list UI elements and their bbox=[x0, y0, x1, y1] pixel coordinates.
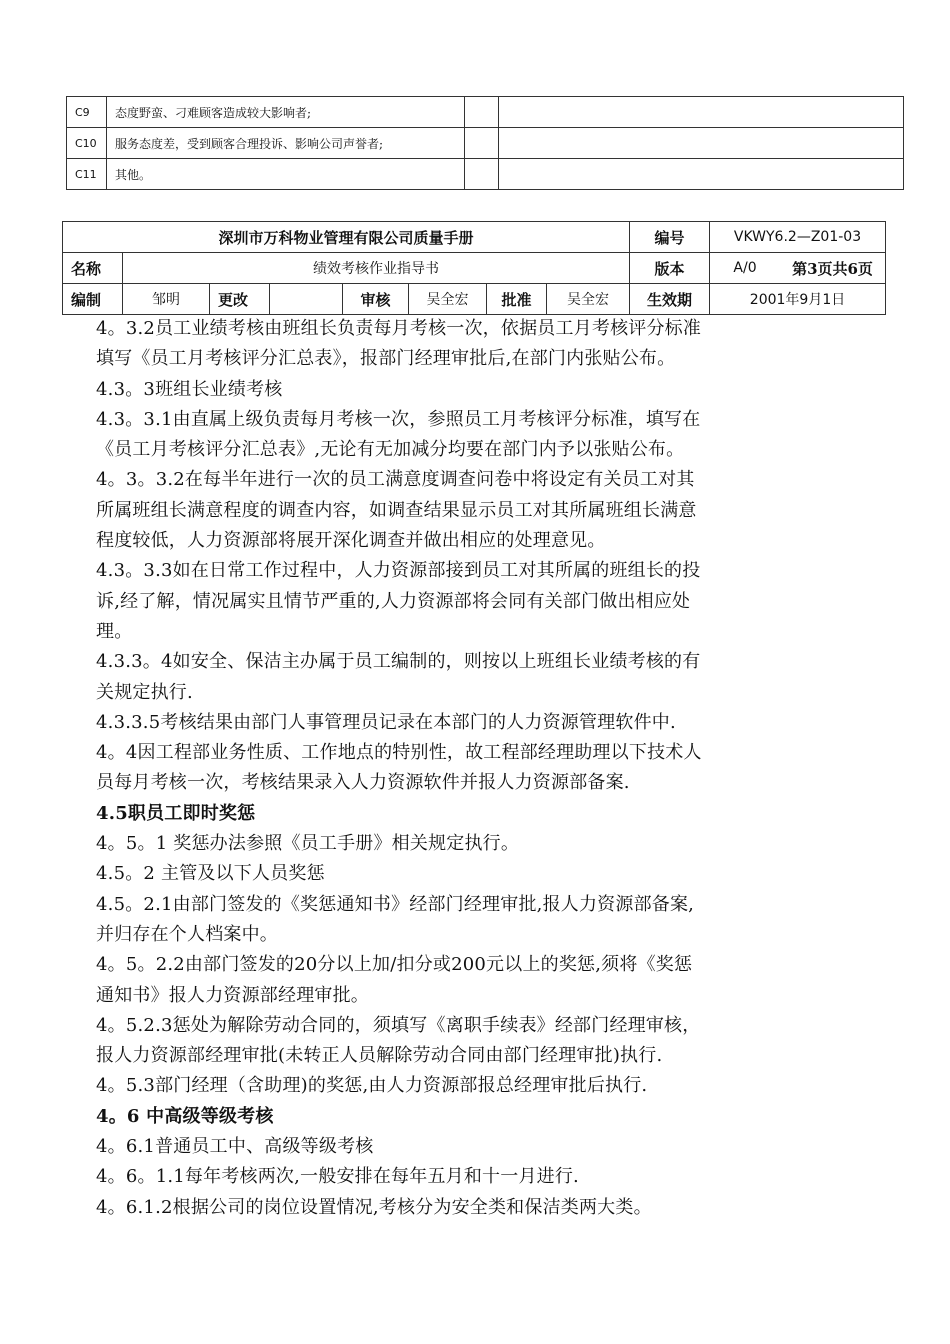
body-line: 通知书》报人力资源部经理审批。 bbox=[96, 984, 369, 1006]
version-value: A/0 bbox=[733, 260, 757, 276]
company-title: 深圳市万科物业管理有限公司质量手册 bbox=[63, 222, 630, 253]
change-value bbox=[270, 284, 343, 315]
criteria-row bbox=[67, 128, 904, 159]
criteria-empty-cell bbox=[465, 159, 499, 190]
approve-value: 吴全宏 bbox=[547, 284, 630, 315]
body-line: 诉,经了解，情况属实且情节严重的,人力资源部将会同有关部门做出相应处 bbox=[96, 590, 691, 612]
editor-label: 编制 bbox=[63, 284, 123, 315]
criteria-text: 服务态度差，受到顾客合理投诉、影响公司声誉者; bbox=[107, 128, 465, 159]
name-value: 绩效考核作业指导书 bbox=[123, 253, 630, 284]
section-heading: 4。6 中高级等级考核 bbox=[96, 1105, 274, 1127]
body-line: 4.3.3。4如安全、保洁主办属于员工编制的，则按以上班组长业绩考核的有 bbox=[96, 651, 701, 673]
criteria-code: C11 bbox=[67, 159, 107, 190]
body-line: 所属班组长满意程度的调查内容，如调查结果显示员工对其所属班组长满意 bbox=[96, 499, 697, 521]
body-line: 《员工月考核评分汇总表》,无论有无加减分均要在部门内予以张贴公布。 bbox=[96, 439, 685, 461]
criteria-empty-cell bbox=[499, 97, 904, 128]
body-line: 4。6.1普通员工中、高级等级考核 bbox=[96, 1136, 374, 1158]
criteria-row bbox=[67, 159, 904, 190]
body-line: 程度较低，人力资源部将展开深化调查并做出相应的处理意见。 bbox=[96, 530, 606, 552]
criteria-code: C10 bbox=[67, 128, 107, 159]
effective-value: 2001年9月1日 bbox=[710, 284, 886, 315]
body-line: 4。6。1.1每年考核两次,一般安排在每年五月和十一月进行. bbox=[96, 1166, 579, 1188]
body-line: 填写《员工月考核评分汇总表》，报部门经理审批后,在部门内张贴公布。 bbox=[96, 348, 676, 370]
criteria-code: C9 bbox=[67, 97, 107, 128]
criteria-empty-cell bbox=[465, 128, 499, 159]
body-line: 4.3.3.5考核结果由部门人事管理员记录在本部门的人力资源管理软件中. bbox=[96, 711, 676, 733]
body-line: 4.3。3.1由直属上级负责每月考核一次，参照员工月考核评分标准，填写在 bbox=[96, 408, 701, 430]
page-info: 第3页共6页 bbox=[792, 259, 873, 278]
body-line: 4。5.3部门经理（含助理)的奖惩,由人力资源部报总经理审批后执行. bbox=[96, 1075, 648, 1097]
criteria-empty-cell bbox=[499, 159, 904, 190]
body-line: 4。4因工程部业务性质、工作地点的特别性，故工程部经理助理以下技术人 bbox=[96, 742, 702, 764]
editor-value: 邹明 bbox=[123, 284, 210, 315]
body-line: 4。6.1.2根据公司的岗位设置情况,考核分为安全类和保洁类两大类。 bbox=[96, 1196, 652, 1218]
body-line: 并归存在个人档案中。 bbox=[96, 923, 278, 945]
body-line: 4。3。3.2在每半年进行一次的员工满意度调查问卷中将设定有关员工对其 bbox=[96, 469, 695, 491]
criteria-row bbox=[67, 97, 904, 128]
name-label: 名称 bbox=[63, 253, 123, 284]
criteria-empty-cell bbox=[465, 97, 499, 128]
body-line: 员每月考核一次，考核结果录入人力资源软件并报人力资源部备案. bbox=[96, 772, 630, 794]
document-header-table bbox=[62, 221, 886, 315]
version-label: 版本 bbox=[630, 253, 710, 284]
criteria-table bbox=[66, 96, 904, 190]
body-line: 4.3。3班组长业绩考核 bbox=[96, 378, 283, 400]
version-page-cell bbox=[710, 253, 886, 284]
approve-label: 批准 bbox=[487, 284, 547, 315]
number-value: VKWY6.2—Z01-03 bbox=[710, 222, 886, 253]
review-value: 吴全宏 bbox=[409, 284, 487, 315]
body-line: 4。5。2.2由部门签发的20分以上加/扣分或200元以上的奖惩,须将《奖惩 bbox=[96, 954, 693, 976]
body-line: 报人力资源部经理审批(未转正人员解除劳动合同由部门经理审批)执行. bbox=[96, 1045, 663, 1067]
effective-label: 生效期 bbox=[630, 284, 710, 315]
number-label: 编号 bbox=[630, 222, 710, 253]
body-line: 关规定执行. bbox=[96, 681, 193, 703]
body-line: 4.5。2.1由部门签发的《奖惩通知书》经部门经理审批,报人力资源部备案, bbox=[96, 893, 695, 915]
document-body bbox=[96, 314, 866, 1223]
criteria-empty-cell bbox=[499, 128, 904, 159]
body-line: 4。3.2员工业绩考核由班组长负责每月考核一次，依据员工月考核评分标准 bbox=[96, 318, 702, 339]
body-line: 4.3。3.3如在日常工作过程中，人力资源部接到员工对其所属的班组长的投 bbox=[96, 560, 701, 582]
review-label: 审核 bbox=[343, 284, 409, 315]
body-line: 理。 bbox=[96, 620, 133, 642]
criteria-text: 其他。 bbox=[107, 159, 465, 190]
section-heading: 4.5职员工即时奖惩 bbox=[96, 802, 256, 824]
criteria-text: 态度野蛮、刁难顾客造成较大影响者; bbox=[107, 97, 465, 128]
body-line: 4.5。2 主管及以下人员奖惩 bbox=[96, 863, 325, 885]
change-label: 更改 bbox=[210, 284, 270, 315]
body-line: 4。5。1 奖惩办法参照《员工手册》相关规定执行。 bbox=[96, 833, 520, 855]
body-line: 4。5.2.3惩处为解除劳动合同的，须填写《离职手续表》经部门经理审核， bbox=[96, 1014, 701, 1036]
